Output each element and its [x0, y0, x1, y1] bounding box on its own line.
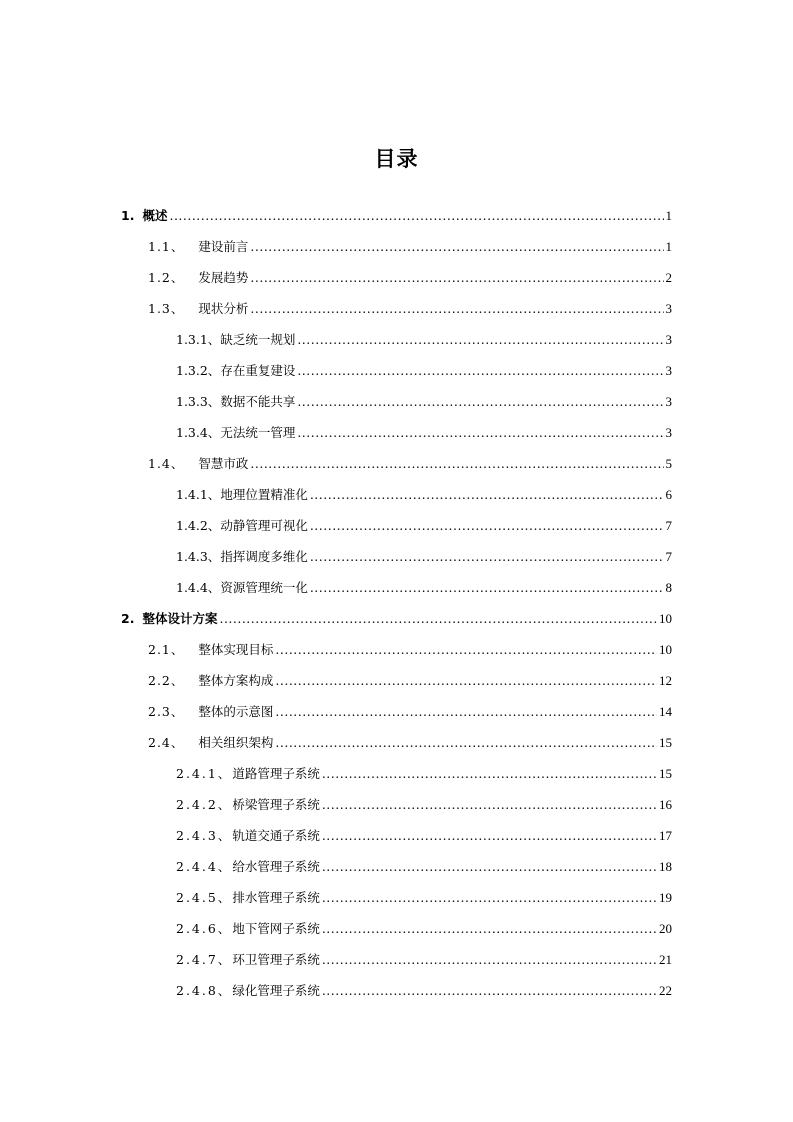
- toc-entry-page-number: 1: [665, 208, 672, 223]
- toc-entry-title: 建设前言: [198, 239, 249, 254]
- toc-entry-page-number: 8: [665, 580, 672, 595]
- toc-entry-page-number: 15: [659, 735, 672, 750]
- toc-entry[interactable]: [176, 573, 672, 603]
- toc-entry-title: 绿化管理子系统: [232, 983, 320, 998]
- toc-entry-title: 整体方案构成: [198, 673, 274, 688]
- toc-entry-number: 2.: [121, 611, 135, 626]
- toc-entry-number: 2.4.8、: [176, 983, 233, 998]
- toc-entry-title: 整体实现目标: [198, 642, 274, 657]
- toc-entry-page-number: 12: [659, 673, 672, 688]
- toc-dot-leader: [250, 449, 663, 479]
- toc-entry[interactable]: [176, 883, 672, 913]
- toc-entry-number: 1.3.2、: [176, 363, 221, 378]
- toc-dot-leader: [322, 883, 657, 913]
- toc-entry-page-number: 14: [659, 704, 672, 719]
- toc-entry-title: 动静管理可视化: [220, 518, 308, 533]
- toc-entry[interactable]: [121, 201, 672, 231]
- toc-entry[interactable]: [176, 542, 672, 572]
- toc-title: 目录: [374, 147, 419, 171]
- toc-entry-page-number: 3: [665, 425, 672, 440]
- toc-entry-title: 桥梁管理子系统: [232, 797, 320, 812]
- toc-entry-page-number: 7: [665, 518, 672, 533]
- toc-entry-page-number: 3: [665, 363, 672, 378]
- toc-entry-number: 2.4.4、: [176, 859, 233, 874]
- toc-dot-leader: [275, 728, 657, 758]
- toc-entry-number: 2.3、: [148, 704, 185, 719]
- toc-dot-leader: [322, 790, 657, 820]
- toc-entry[interactable]: [148, 635, 672, 665]
- toc-entry-page-number: 20: [659, 921, 672, 936]
- toc-entry-title: 资源管理统一化: [220, 580, 308, 595]
- toc-entry-title: 相关组织架构: [198, 735, 274, 750]
- toc-entry-page-number: 22: [659, 983, 672, 998]
- toc-dot-leader: [322, 759, 657, 789]
- toc-entry-number: 1.3.1、: [176, 332, 221, 347]
- toc-entry-title: 给水管理子系统: [232, 859, 320, 874]
- toc-entry-number: 1.3.4、: [176, 425, 221, 440]
- toc-entry-page-number: 7: [665, 549, 672, 564]
- toc-entry-number: 1.1、: [148, 239, 185, 254]
- toc-entry-page-number: 3: [665, 301, 672, 316]
- toc-entry-title: 环卫管理子系统: [232, 952, 320, 967]
- toc-entry[interactable]: [148, 666, 672, 696]
- toc-entry-title: 道路管理子系统: [232, 766, 320, 781]
- toc-entry-title: 地理位置精准化: [220, 487, 308, 502]
- toc-dot-leader: [322, 914, 657, 944]
- toc-dot-leader: [322, 852, 657, 882]
- toc-entry[interactable]: [176, 511, 672, 541]
- toc-entry-number: 1.2、: [148, 270, 185, 285]
- toc-entry-page-number: 2: [665, 270, 672, 285]
- toc-entry-title: 缺乏统一规划: [220, 332, 296, 347]
- toc-entry[interactable]: [176, 480, 672, 510]
- toc-entry[interactable]: [176, 945, 672, 975]
- toc-entry[interactable]: [148, 232, 672, 262]
- toc-entry-title: 智慧市政: [198, 456, 249, 471]
- toc-entry[interactable]: [176, 790, 672, 820]
- toc-entry-title: 无法统一管理: [220, 425, 296, 440]
- toc-entry-title: 排水管理子系统: [232, 890, 320, 905]
- toc-dot-leader: [275, 635, 657, 665]
- toc-entry[interactable]: [148, 449, 672, 479]
- toc-dot-leader: [322, 945, 657, 975]
- toc-entry-title: 轨道交通子系统: [232, 828, 320, 843]
- toc-entry-page-number: 1: [665, 239, 672, 254]
- toc-entry-page-number: 18: [659, 859, 672, 874]
- toc-entry-page-number: 21: [659, 952, 672, 967]
- toc-entry-number: 1.3.3、: [176, 394, 221, 409]
- toc-entry-page-number: 16: [659, 797, 672, 812]
- toc-entry-number: 2.2、: [148, 673, 185, 688]
- toc-entry-number: 1.: [121, 208, 135, 223]
- toc-entry-number: 2.4.2、: [176, 797, 233, 812]
- toc-entry-number: 1.4.3、: [176, 549, 221, 564]
- toc-dot-leader: [275, 697, 657, 727]
- toc-dot-leader: [322, 976, 657, 1006]
- toc-entry-page-number: 10: [659, 611, 672, 626]
- toc-entry-title: 现状分析: [198, 301, 249, 316]
- toc-entry-page-number: 6: [665, 487, 672, 502]
- toc-entry-title: 存在重复建设: [220, 363, 296, 378]
- toc-entry[interactable]: [148, 294, 672, 324]
- toc-dot-leader: [250, 294, 663, 324]
- toc-entry[interactable]: [176, 356, 672, 386]
- toc-entry[interactable]: [176, 976, 672, 1006]
- toc-entry-page-number: 10: [659, 642, 672, 657]
- toc-dot-leader: [310, 480, 664, 510]
- toc-entry-title: 整体设计方案: [142, 611, 218, 626]
- toc-dot-leader: [250, 263, 663, 293]
- toc-entry-number: 1.4、: [148, 456, 185, 471]
- toc-entry-number: 2.4.1、: [176, 766, 233, 781]
- toc-entry[interactable]: [176, 914, 672, 944]
- toc-entry-number: 1.4.4、: [176, 580, 221, 595]
- toc-entry-number: 2.4、: [148, 735, 185, 750]
- toc-dot-leader: [297, 325, 663, 355]
- toc-entry-number: 1.4.2、: [176, 518, 221, 533]
- toc-entry[interactable]: [148, 263, 672, 293]
- toc-entry-number: 2.4.6、: [176, 921, 233, 936]
- toc-entry[interactable]: [176, 325, 672, 355]
- toc-entry[interactable]: [176, 418, 672, 448]
- toc-dot-leader: [310, 573, 664, 603]
- toc-dot-leader: [297, 418, 663, 448]
- toc-dot-leader: [322, 821, 657, 851]
- toc-entry-page-number: 3: [665, 394, 672, 409]
- toc-entry-page-number: 5: [665, 456, 672, 471]
- toc-entry-page-number: 15: [659, 766, 672, 781]
- toc-entry-title: 发展趋势: [198, 270, 249, 285]
- toc-dot-leader: [219, 604, 657, 634]
- toc-entry-title: 指挥调度多维化: [220, 549, 308, 564]
- toc-entry-title: 地下管网子系统: [232, 921, 320, 936]
- toc-entry-page-number: 3: [665, 332, 672, 347]
- toc-entry-number: 2.4.3、: [176, 828, 233, 843]
- toc-entry-title: 整体的示意图: [198, 704, 274, 719]
- toc-dot-leader: [297, 356, 663, 386]
- toc-entry-number: 2.4.5、: [176, 890, 233, 905]
- toc-dot-leader: [310, 542, 664, 572]
- toc-entry-number: 2.1、: [148, 642, 185, 657]
- toc-entry[interactable]: [176, 387, 672, 417]
- toc-entry[interactable]: [121, 604, 672, 634]
- toc-entry[interactable]: [148, 697, 672, 727]
- toc-dot-leader: [275, 666, 657, 696]
- toc-dot-leader: [297, 387, 663, 417]
- toc-entry[interactable]: [148, 728, 672, 758]
- toc-entry[interactable]: [176, 852, 672, 882]
- toc-entry[interactable]: [176, 821, 672, 851]
- toc-dot-leader: [250, 232, 663, 262]
- toc-entry[interactable]: [176, 759, 672, 789]
- toc-entry-number: 1.4.1、: [176, 487, 221, 502]
- toc-entry-number: 2.4.7、: [176, 952, 233, 967]
- toc-entry-title: 概述: [142, 208, 168, 223]
- toc-entry-page-number: 17: [659, 828, 672, 843]
- toc-entry-number: 1.3、: [148, 301, 185, 316]
- toc-dot-leader: [310, 511, 664, 541]
- toc-dot-leader: [169, 201, 663, 231]
- toc-entry-title: 数据不能共享: [220, 394, 296, 409]
- toc-entry-page-number: 19: [659, 890, 672, 905]
